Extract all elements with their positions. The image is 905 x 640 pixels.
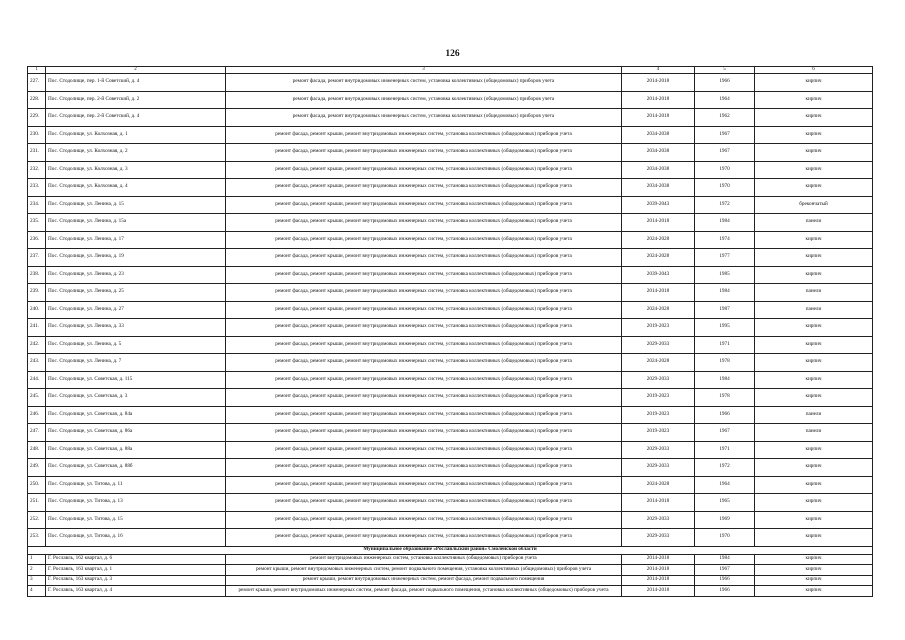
row-period: 2029-2033 bbox=[622, 511, 695, 529]
row-year: 1970 bbox=[695, 529, 755, 547]
row-works: ремонт фасада, ремонт крыши, ремонт внутридомовых инженерных систем, установка коллективных (общедомовых) приборов учета bbox=[226, 406, 622, 424]
row-period: 2014-2018 bbox=[622, 214, 695, 232]
table-row bbox=[28, 459, 873, 477]
table-row bbox=[28, 494, 873, 512]
column-header: 4 bbox=[622, 67, 695, 74]
row-period: 2029-2033 bbox=[622, 336, 695, 354]
row-works: ремонт фасада, ремонт крыши, ремонт внутридомовых инженерных систем, установка коллективных (общедомовых) приборов учета bbox=[226, 354, 622, 372]
row-period: 2034-2038 bbox=[622, 161, 695, 179]
row-material: кирпич bbox=[755, 266, 873, 284]
row-works: ремонт крыши, ремонт внутридомовых инженерных систем, ремонт фасада, ремонт подвального помещения bbox=[226, 575, 622, 585]
table-row bbox=[28, 266, 873, 284]
row-year: 1972 bbox=[695, 459, 755, 477]
row-works: ремонт фасада, ремонт крыши, ремонт внутридомовых инженерных систем, установка коллективных (общедомовых) приборов учета bbox=[226, 319, 622, 337]
row-period: 2014-2018 bbox=[622, 564, 695, 575]
row-address: Пос. Стодолище, ул. Ленина, д. 33 bbox=[46, 319, 226, 337]
row-number: 243. bbox=[28, 354, 46, 372]
table-row bbox=[28, 575, 873, 585]
row-number: 233. bbox=[28, 179, 46, 197]
row-works: ремонт фасада, ремонт крыши, ремонт внутридомовых инженерных систем, установка коллективных (общедомовых) приборов учета bbox=[226, 441, 622, 459]
row-works: ремонт фасада, ремонт крыши, ремонт внутридомовых инженерных систем, установка коллективных (общедомовых) приборов учета bbox=[226, 179, 622, 197]
row-material: кирпич bbox=[755, 585, 873, 596]
table-row bbox=[28, 554, 873, 564]
row-year: 1964 bbox=[695, 91, 755, 109]
row-address: Пос. Стодолище, ул. Колхозная, д. 2 bbox=[46, 144, 226, 162]
row-material: кирпич bbox=[755, 564, 873, 575]
row-period: 2039-2043 bbox=[622, 266, 695, 284]
row-year: 1971 bbox=[695, 336, 755, 354]
row-year: 1984 bbox=[695, 214, 755, 232]
column-header: 5 bbox=[695, 67, 755, 74]
row-material: кирпич bbox=[755, 336, 873, 354]
row-address: Пос. Стодолище, ул. Ленина, д. 17 bbox=[46, 231, 226, 249]
row-number: 249. bbox=[28, 459, 46, 477]
row-period: 2034-2038 bbox=[622, 126, 695, 144]
row-works: ремонт крыши, ремонт внутридомовых инженерных систем, ремонт подвального помещения, установка коллективных (общедомовых) приборов учета bbox=[226, 564, 622, 575]
row-address: Пос. Стодолище, ул. Ленина, д. 23 bbox=[46, 266, 226, 284]
row-material: кирпич bbox=[755, 179, 873, 197]
row-number: 238. bbox=[28, 266, 46, 284]
row-address: Пос. Стодолище, ул. Титова, д. 11 bbox=[46, 476, 226, 494]
row-address: Пос. Стодолище, ул. Советская, д. 115 bbox=[46, 371, 226, 389]
row-material: кирпич bbox=[755, 459, 873, 477]
row-period: 2029-2033 bbox=[622, 529, 695, 547]
row-number: 239. bbox=[28, 284, 46, 302]
row-address: Пос. Стодолище, ул. Колхозная, д. 1 bbox=[46, 126, 226, 144]
row-works: ремонт фасада, ремонт крыши, ремонт внутридомовых инженерных систем, установка коллективных (общедомовых) приборов учета bbox=[226, 161, 622, 179]
row-works: ремонт фасада, ремонт крыши, ремонт внутридомовых инженерных систем, установка коллективных (общедомовых) приборов учета bbox=[226, 371, 622, 389]
row-address: Пос. Стодолище, ул. Титова, д. 13 bbox=[46, 494, 226, 512]
row-year: 1966 bbox=[695, 575, 755, 585]
table-row bbox=[28, 354, 873, 372]
row-address: Пос. Стодолище, ул. Советская, д. 3 bbox=[46, 389, 226, 407]
section-header-row bbox=[28, 546, 873, 554]
row-material: кирпич bbox=[755, 441, 873, 459]
row-material: кирпич bbox=[755, 511, 873, 529]
row-number: 236. bbox=[28, 231, 46, 249]
row-material: кирпич bbox=[755, 529, 873, 547]
row-works: ремонт фасада, ремонт внутридомовых инженерных систем, установка коллективных (общедомовых) приборов учета bbox=[226, 74, 622, 92]
row-material: кирпич bbox=[755, 494, 873, 512]
row-address: Пос. Стодолище, пер. 1-й Советский, д. 4 bbox=[46, 74, 226, 92]
column-header: 1 bbox=[28, 67, 46, 74]
table-row bbox=[28, 585, 873, 596]
row-period: 2029-2033 bbox=[622, 459, 695, 477]
table-row bbox=[28, 161, 873, 179]
row-material: кирпич bbox=[755, 249, 873, 267]
row-works: ремонт фасада, ремонт крыши, ремонт внутридомовых инженерных систем, установка коллективных (общедомовых) приборов учета bbox=[226, 144, 622, 162]
row-address: Пос. Стодолище, ул. Советская, д. 86а bbox=[46, 424, 226, 442]
row-period: 2014-2018 bbox=[622, 109, 695, 127]
row-address: Пос. Стодолище, ул. Ленина, д. 7 bbox=[46, 354, 226, 372]
table-row bbox=[28, 301, 873, 319]
row-address: Г. Рославль, 163 квартал, д. 1 bbox=[46, 564, 226, 575]
row-period: 2029-2033 bbox=[622, 371, 695, 389]
row-address: Пос. Стодолище, ул. Советская, д. 88б bbox=[46, 459, 226, 477]
row-year: 1967 bbox=[695, 424, 755, 442]
row-works: ремонт внутридомовых инженерных систем, установка коллективных (общедомовых) приборов учета bbox=[226, 554, 622, 564]
row-material: кирпич bbox=[755, 126, 873, 144]
row-address: Пос. Стодолище, ул. Ленина, д. 5 bbox=[46, 336, 226, 354]
row-number: 235. bbox=[28, 214, 46, 232]
row-address: Пос. Стодолище, ул. Титова, д. 15 bbox=[46, 511, 226, 529]
row-number: 253. bbox=[28, 529, 46, 547]
table-row bbox=[28, 74, 873, 92]
table-row bbox=[28, 249, 873, 267]
row-year: 1966 bbox=[695, 406, 755, 424]
row-period: 2039-2043 bbox=[622, 196, 695, 214]
row-works: ремонт фасада, ремонт крыши, ремонт внутридомовых инженерных систем, установка коллективных (общедомовых) приборов учета bbox=[226, 494, 622, 512]
column-header-row bbox=[28, 67, 873, 74]
row-period: 2019-2023 bbox=[622, 389, 695, 407]
row-works: ремонт фасада, ремонт крыши, ремонт внутридомовых инженерных систем, установка коллективных (общедомовых) приборов учета bbox=[226, 231, 622, 249]
row-number: 229. bbox=[28, 109, 46, 127]
row-works: ремонт фасада, ремонт крыши, ремонт внутридомовых инженерных систем, установка коллективных (общедомовых) приборов учета bbox=[226, 301, 622, 319]
row-year: 1974 bbox=[695, 231, 755, 249]
column-header: 3 bbox=[226, 67, 622, 74]
row-year: 1978 bbox=[695, 354, 755, 372]
table-row bbox=[28, 196, 873, 214]
row-period: 2024-2028 bbox=[622, 249, 695, 267]
row-material: кирпич bbox=[755, 371, 873, 389]
row-address: Пос. Стодолище, пер. 2-й Советский, д. 4 bbox=[46, 109, 226, 127]
row-period: 2019-2023 bbox=[622, 406, 695, 424]
row-address: Пос. Стодолище, ул. Ленина, д. 27 bbox=[46, 301, 226, 319]
row-number: 2 bbox=[28, 564, 46, 575]
row-works: ремонт фасада, ремонт крыши, ремонт внутридомовых инженерных систем, установка коллективных (общедомовых) приборов учета bbox=[226, 284, 622, 302]
row-period: 2014-2018 bbox=[622, 91, 695, 109]
row-number: 242. bbox=[28, 336, 46, 354]
row-address: Пос. Стодолище, ул. Ленина, д. 15а bbox=[46, 214, 226, 232]
row-address: Пос. Стодолище, ул. Титова, д. 16 bbox=[46, 529, 226, 547]
row-year: 1977 bbox=[695, 249, 755, 267]
row-number: 1 bbox=[28, 554, 46, 564]
row-address: Пос. Стодолище, ул. Ленина, д. 19 bbox=[46, 249, 226, 267]
row-material: панели bbox=[755, 214, 873, 232]
row-works: ремонт фасада, ремонт крыши, ремонт внутридомовых инженерных систем, установка коллективных (общедомовых) приборов учета bbox=[226, 529, 622, 547]
column-header: 6 bbox=[755, 67, 873, 74]
row-material: брекончатый bbox=[755, 196, 873, 214]
row-number: 246. bbox=[28, 406, 46, 424]
row-address: Пос. Стодолище, ул. Колхозная, д. 4 bbox=[46, 179, 226, 197]
row-period: 2014-2018 bbox=[622, 575, 695, 585]
table-row bbox=[28, 91, 873, 109]
row-address: Пос. Стодолище, ул. Советская, д. 88а bbox=[46, 441, 226, 459]
row-material: кирпич bbox=[755, 144, 873, 162]
row-period: 2034-2038 bbox=[622, 144, 695, 162]
row-number: 232. bbox=[28, 161, 46, 179]
row-year: 1970 bbox=[695, 161, 755, 179]
row-address: Г. Рославль, 163 квартал, д. 3 bbox=[46, 575, 226, 585]
row-number: 251. bbox=[28, 494, 46, 512]
row-material: кирпич bbox=[755, 575, 873, 585]
row-works: ремонт фасада, ремонт крыши, ремонт внутридомовых инженерных систем, установка коллективных (общедомовых) приборов учета bbox=[226, 249, 622, 267]
table-row bbox=[28, 231, 873, 249]
row-year: 1978 bbox=[695, 389, 755, 407]
table-row bbox=[28, 529, 873, 547]
row-works: ремонт крыши, ремонт внутридомовых инженерных систем, ремонт фасада, ремонт подвального помещения, установка коллективных (общедомовых) приборов учета bbox=[226, 585, 622, 596]
table-row bbox=[28, 179, 873, 197]
table-row bbox=[28, 214, 873, 232]
row-works: ремонт фасада, ремонт крыши, ремонт внутридомовых инженерных систем, установка коллективных (общедомовых) приборов учета bbox=[226, 424, 622, 442]
row-year: 1967 bbox=[695, 564, 755, 575]
row-works: ремонт фасада, ремонт крыши, ремонт внутридомовых инженерных систем, установка коллективных (общедомовых) приборов учета bbox=[226, 511, 622, 529]
section-title: Муниципальное образование «Рославльский район» Смоленской области bbox=[28, 546, 873, 554]
row-material: панели bbox=[755, 301, 873, 319]
row-address: Пос. Стодолище, ул. Советская, д. 84а bbox=[46, 406, 226, 424]
row-year: 1966 bbox=[695, 74, 755, 92]
table-row bbox=[28, 144, 873, 162]
row-works: ремонт фасада, ремонт крыши, ремонт внутридомовых инженерных систем, установка коллективных (общедомовых) приборов учета bbox=[226, 196, 622, 214]
table-row bbox=[28, 441, 873, 459]
row-works: ремонт фасада, ремонт крыши, ремонт внутридомовых инженерных систем, установка коллективных (общедомовых) приборов учета bbox=[226, 126, 622, 144]
row-number: 252. bbox=[28, 511, 46, 529]
row-year: 1964 bbox=[695, 476, 755, 494]
row-material: кирпич bbox=[755, 354, 873, 372]
row-period: 2029-2033 bbox=[622, 441, 695, 459]
row-number: 234. bbox=[28, 196, 46, 214]
row-number: 240. bbox=[28, 301, 46, 319]
row-number: 250. bbox=[28, 476, 46, 494]
table-row bbox=[28, 476, 873, 494]
repair-register-table bbox=[27, 66, 873, 597]
row-address: Г. Рославль, 163 квартал, д. 4 bbox=[46, 585, 226, 596]
table-row bbox=[28, 109, 873, 127]
table-row bbox=[28, 406, 873, 424]
row-year: 1995 bbox=[695, 319, 755, 337]
row-number: 247. bbox=[28, 424, 46, 442]
row-works: ремонт фасада, ремонт крыши, ремонт внутридомовых инженерных систем, установка коллективных (общедомовых) приборов учета bbox=[226, 476, 622, 494]
row-number: 228. bbox=[28, 91, 46, 109]
row-year: 1969 bbox=[695, 511, 755, 529]
row-material: панели bbox=[755, 424, 873, 442]
row-year: 1987 bbox=[695, 301, 755, 319]
row-year: 1965 bbox=[695, 494, 755, 512]
row-works: ремонт фасада, ремонт крыши, ремонт внутридомовых инженерных систем, установка коллективных (общедомовых) приборов учета bbox=[226, 336, 622, 354]
row-number: 245. bbox=[28, 389, 46, 407]
row-material: кирпич bbox=[755, 74, 873, 92]
row-period: 2014-2018 bbox=[622, 585, 695, 596]
row-material: кирпич bbox=[755, 476, 873, 494]
table-row bbox=[28, 371, 873, 389]
row-material: кирпич bbox=[755, 319, 873, 337]
row-number: 230. bbox=[28, 126, 46, 144]
row-year: 1984 bbox=[695, 554, 755, 564]
row-period: 2024-2028 bbox=[622, 301, 695, 319]
row-works: ремонт фасада, ремонт крыши, ремонт внутридомовых инженерных систем, установка коллективных (общедомовых) приборов учета bbox=[226, 214, 622, 232]
page-number: 126 bbox=[445, 49, 460, 59]
row-material: кирпич bbox=[755, 554, 873, 564]
row-material: кирпич bbox=[755, 389, 873, 407]
row-period: 2014-2018 bbox=[622, 74, 695, 92]
row-period: 2024-2028 bbox=[622, 231, 695, 249]
row-year: 1962 bbox=[695, 109, 755, 127]
row-address: Пос. Стодолище, ул. Ленина, д. 25 bbox=[46, 284, 226, 302]
row-period: 2014-2018 bbox=[622, 554, 695, 564]
row-address: Пос. Стодолище, пер. 2-й Советский, д. 2 bbox=[46, 91, 226, 109]
row-period: 2014-2018 bbox=[622, 284, 695, 302]
table-row bbox=[28, 319, 873, 337]
row-period: 2014-2018 bbox=[622, 494, 695, 512]
table-row bbox=[28, 564, 873, 575]
table-row bbox=[28, 126, 873, 144]
row-period: 2024-2028 bbox=[622, 476, 695, 494]
row-number: 244. bbox=[28, 371, 46, 389]
row-number: 3 bbox=[28, 575, 46, 585]
row-period: 2024-2028 bbox=[622, 354, 695, 372]
table-row bbox=[28, 424, 873, 442]
row-year: 1985 bbox=[695, 266, 755, 284]
row-address: Г. Рославль, 162 квартал, д. 6 bbox=[46, 554, 226, 564]
row-works: ремонт фасада, ремонт крыши, ремонт внутридомовых инженерных систем, установка коллективных (общедомовых) приборов учета bbox=[226, 389, 622, 407]
row-works: ремонт фасада, ремонт крыши, ремонт внутридомовых инженерных систем, установка коллективных (общедомовых) приборов учета bbox=[226, 459, 622, 477]
column-header: 2 bbox=[46, 67, 226, 74]
row-period: 2019-2023 bbox=[622, 424, 695, 442]
row-material: панели bbox=[755, 406, 873, 424]
row-address: Пос. Стодолище, ул. Колхозная, д. 3 bbox=[46, 161, 226, 179]
row-number: 231. bbox=[28, 144, 46, 162]
row-material: кирпич bbox=[755, 109, 873, 127]
row-year: 1971 bbox=[695, 441, 755, 459]
row-number: 237. bbox=[28, 249, 46, 267]
row-year: 1984 bbox=[695, 371, 755, 389]
row-works: ремонт фасада, ремонт внутридомовых инженерных систем, установка коллективных (общедомовых) приборов учета bbox=[226, 109, 622, 127]
row-period: 2034-2038 bbox=[622, 179, 695, 197]
table-row bbox=[28, 336, 873, 354]
row-material: панели bbox=[755, 284, 873, 302]
row-year: 1967 bbox=[695, 126, 755, 144]
row-material: кирпич bbox=[755, 231, 873, 249]
row-works: ремонт фасада, ремонт крыши, ремонт внутридомовых инженерных систем, установка коллективных (общедомовых) приборов учета bbox=[226, 266, 622, 284]
row-material: кирпич bbox=[755, 91, 873, 109]
row-number: 241. bbox=[28, 319, 46, 337]
row-year: 1967 bbox=[695, 144, 755, 162]
row-year: 1972 bbox=[695, 196, 755, 214]
row-number: 4 bbox=[28, 585, 46, 596]
row-material: кирпич bbox=[755, 161, 873, 179]
row-year: 1966 bbox=[695, 585, 755, 596]
row-works: ремонт фасада, ремонт внутридомовых инженерных систем, установка коллективных (общедомовых) приборов учета bbox=[226, 91, 622, 109]
row-year: 1984 bbox=[695, 284, 755, 302]
row-address: Пос. Стодолище, ул. Ленина, д. 15 bbox=[46, 196, 226, 214]
row-number: 227. bbox=[28, 74, 46, 92]
table-row bbox=[28, 284, 873, 302]
row-year: 1970 bbox=[695, 179, 755, 197]
row-period: 2019-2023 bbox=[622, 319, 695, 337]
table-row bbox=[28, 389, 873, 407]
table-row bbox=[28, 511, 873, 529]
row-number: 248. bbox=[28, 441, 46, 459]
